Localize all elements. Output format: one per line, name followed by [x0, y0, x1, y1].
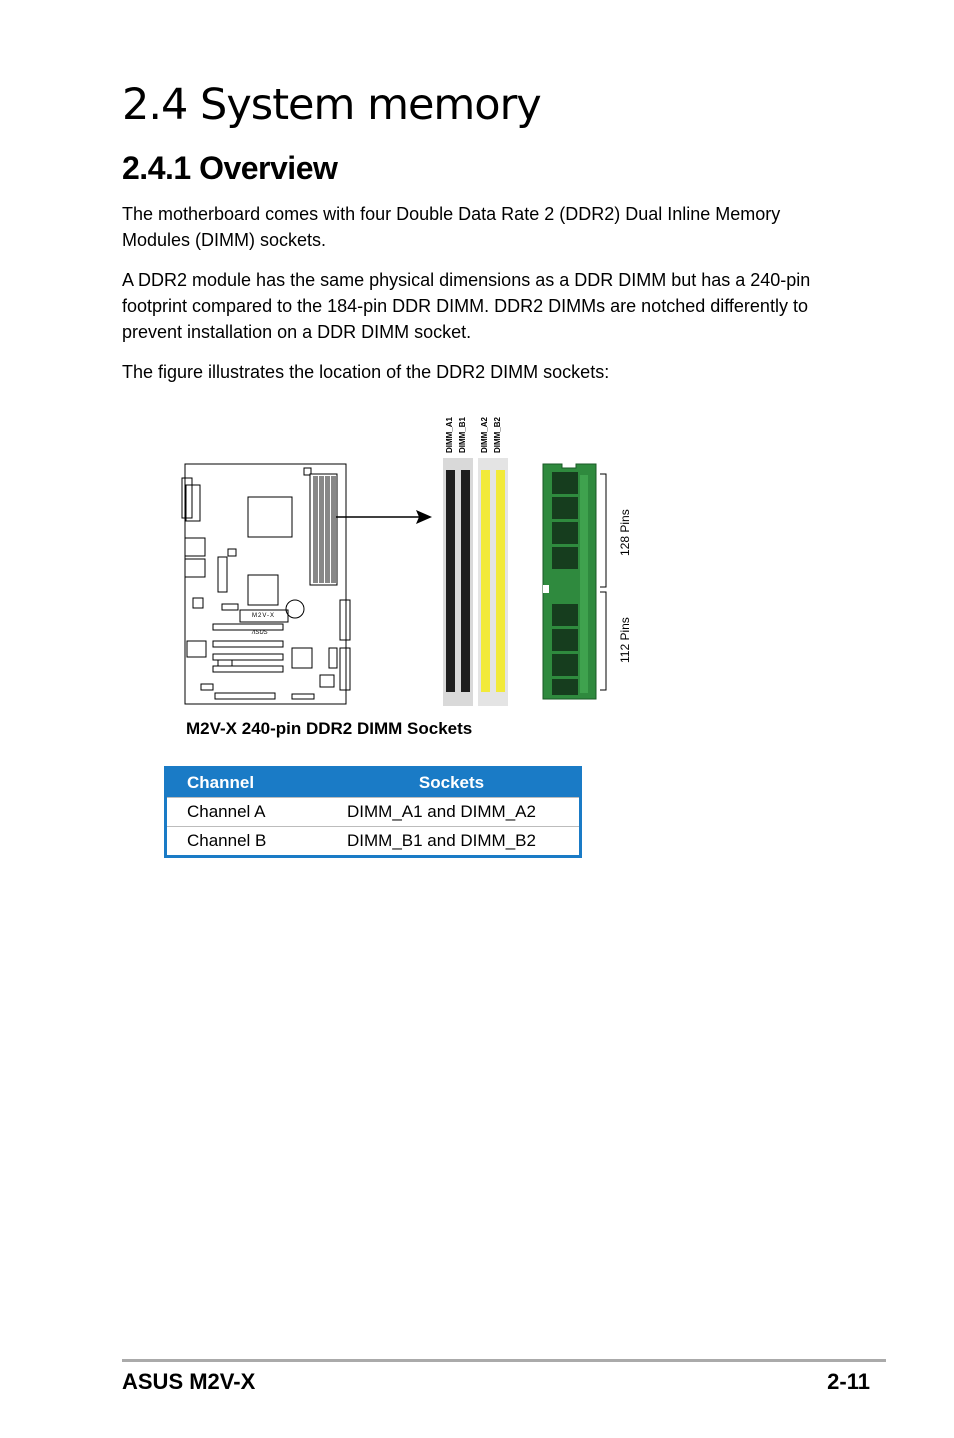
slot-label-dimm-a2: DIMM_A2 — [480, 416, 489, 453]
board-dimm-slots — [310, 474, 337, 585]
table-cell: DIMM_B1 and DIMM_B2 — [324, 827, 581, 857]
slot-label-dimm-b1: DIMM_B1 — [458, 416, 467, 453]
slot-label-dimm-a1: DIMM_A1 — [445, 416, 454, 453]
table-cell: Channel A — [166, 798, 325, 827]
pin-brackets — [600, 474, 606, 690]
table-cell: Channel B — [166, 827, 325, 857]
paragraph-ddr2: A DDR2 module has the same physical dimensions as a DDR DIMM but has a 240-pin footprint compared to the 184-pin DDR DIMM. DDR2 DIMMs are notched differently to prevent installation on a DDR DIMM socket. — [122, 270, 811, 342]
dimm-socket-enlarged — [443, 458, 508, 706]
pins-top-label: 128 Pins — [618, 509, 632, 556]
paragraph-figure-intro: The figure illustrates the location of the DDR2 DIMM sockets: — [122, 362, 610, 382]
table-row — [166, 827, 581, 857]
slot-label-dimm-b2: DIMM_B2 — [493, 416, 502, 453]
board-model-label: M2V-X — [252, 613, 276, 619]
page-number: 2-11 — [827, 1369, 870, 1394]
paragraph-intro: The motherboard comes with four Double Data Rate 2 (DDR2) Dual Inline Memory Modules (DIMM) sockets. — [122, 204, 781, 250]
dimm-diagram — [150, 400, 650, 710]
pointer-arrow — [336, 510, 432, 524]
footer-divider — [122, 1359, 886, 1362]
table-cell: DIMM_A1 and DIMM_A2 — [324, 798, 581, 827]
table-row — [166, 798, 581, 827]
table-header-channel: Channel — [166, 768, 325, 798]
table-header-row — [166, 768, 581, 798]
section-title: 2.4 System memory — [122, 80, 541, 130]
pins-bottom-label: 112 Pins — [618, 617, 632, 663]
figure-caption: M2V-X 240-pin DDR2 DIMM Sockets — [186, 719, 473, 738]
ddr2-module — [543, 464, 596, 699]
footer-product: ASUS M2V-X — [122, 1369, 256, 1394]
table-header-sockets: Sockets — [324, 768, 581, 798]
channel-table — [164, 766, 582, 858]
board-logo: /ISUS — [252, 630, 268, 636]
subsection-title: 2.4.1 Overview — [122, 150, 338, 186]
